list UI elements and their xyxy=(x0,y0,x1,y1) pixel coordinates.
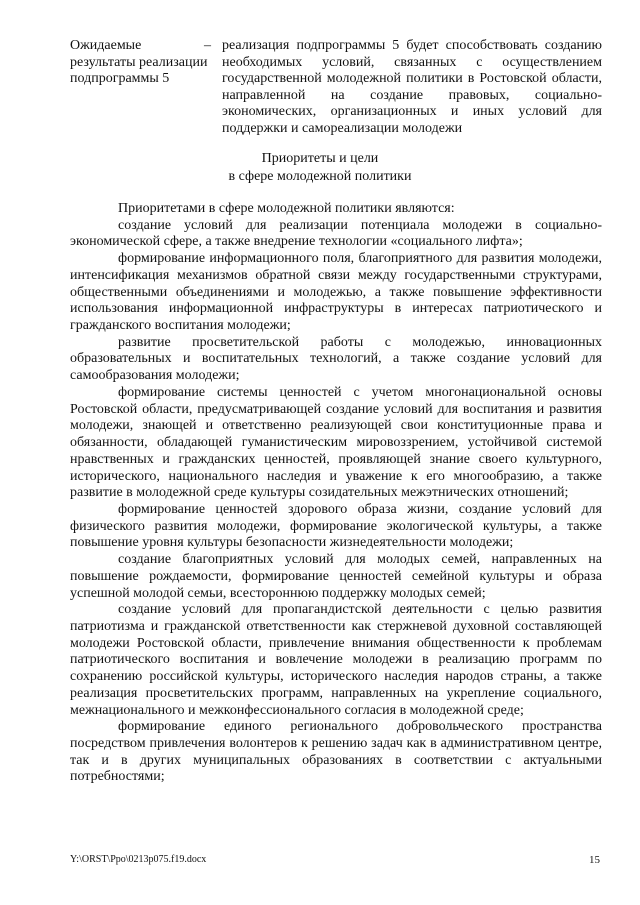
paragraph-priority: формирование системы ценностей с учетом многонациональной основы Ростовской области, предусматривающей создание условий для воспитания и развития молодежи, знающей и ответственно реализующей свои конституционные права и обязанности, обладающей гуманистическим мировоззрением, устойчивой системой нравственных и гражданских ценностей, проявляющей знание своего культурного, исторического, национального наследия и уважение к его многообразию, а также развитие в молодежной среде культуры созидательных межэтнических отношений; xyxy=(70,384,602,501)
section-title-line-2: в сфере молодежной политики xyxy=(228,169,412,184)
expected-results-label: Ожидаемые результаты реализации подпрограммы 5 xyxy=(70,38,208,87)
page-number: 15 xyxy=(589,854,600,866)
dash-separator: – xyxy=(204,38,211,53)
paragraph-priority: формирование информационного поля, благоприятного для развития молодежи, интенсификация механизмов обратной связи между государственными структурами, общественными объединениями и молодежью, а также повышение эффективности использования информационной инфраструктуры в интересах патриотического и гражданского воспитания молодежи; xyxy=(70,251,602,334)
paragraph-priority: создание условий для пропагандистской деятельности с целью развития патриотизма и гражданской ответственности как стержневой духовной составляющей молодежи Ростовской области, привлечение внимания общественности к проблемам патриотического воспитания и вовлечение молодежи в реализацию программ по сохранению российской культуры, исторического наследия народов страны, а также реализация просветительских программ, направленных на укрепление социального, межнационального и межконфессионального согласия в молодежной среде; xyxy=(70,602,602,718)
body-text xyxy=(70,201,602,786)
section-title-line-1: Приоритеты и цели xyxy=(261,151,379,166)
expected-results-text: реализация подпрограммы 5 будет способствовать созданию необходимых условий, связанных с осуществлением государственной молодежной политики в Ростовской области, направленной на создание правовых, социально-экономических, организационных и иных условий для поддержки и самореализации молодежи xyxy=(222,38,602,136)
paragraph-priority: формирование единого регионального добровольческого пространства посредством привлечения волонтеров к решению задач как в административном центре, так и в других муниципальных образованиях в соответствии с актуальными потребностями; xyxy=(70,719,602,785)
paragraph-priority: развитие просветительской работы с молодежью, инновационных образовательных и воспитательных технологий, а также создание условий для самообразования молодежи; xyxy=(70,334,602,384)
footer-file-path: Y:\ORST\Ppo\0213p075.f19.docx xyxy=(70,854,207,865)
paragraph-priority: создание условий для реализации потенциала молодежи в социально-экономической сфере, а также внедрение технологии «социального лифта»; xyxy=(70,217,602,250)
paragraph-priority: формирование ценностей здорового образа жизни, создание условий для физического развития молодежи, формирование экологической культуры, а также повышение уровня культуры безопасности жизнедеятельности молодежи; xyxy=(70,501,602,551)
paragraph-intro: Приоритетами в сфере молодежной политики являются: xyxy=(118,201,455,216)
paragraph-priority: создание благоприятных условий для молодых семей, направленных на повышение рождаемости, формирование ценностей семейной культуры и образа успешной молодой семьи, всестороннюю поддержку молодых семей; xyxy=(70,552,602,601)
